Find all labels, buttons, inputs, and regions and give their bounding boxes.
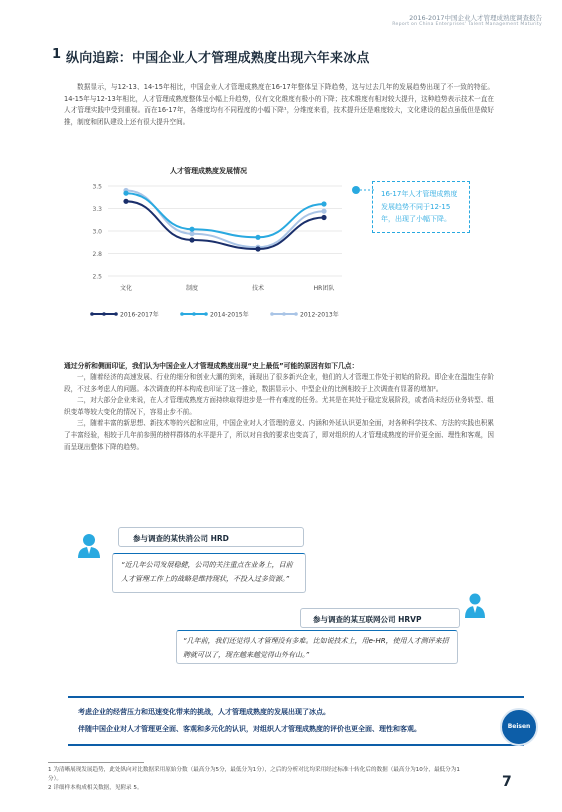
legend-marker	[114, 312, 118, 316]
section-number: 1	[52, 47, 62, 62]
legend-marker	[294, 312, 298, 316]
analysis-points	[64, 372, 494, 453]
analysis-point-2: 二，对大部分企业来说，在人才管理成熟度方面持续取得进步是一件有难度的任务。尤其是在其处于稳定发展阶段，或者尚未经历业务转型、组织变革等较大变化的情况下，容易止步不前。	[64, 396, 494, 416]
data-point	[255, 235, 260, 240]
x-tick-label: 制度	[185, 285, 199, 292]
data-point	[189, 231, 194, 236]
x-tick-label: 技术	[251, 285, 265, 292]
chart-y-ticks	[92, 184, 102, 281]
footnote-1: 1 为清晰展现发展趋势，此处纵向对比数据采用原始分数（最高分为5分，最低分为1分），之后的分析对比均采用经过标准十转化后的数据（最高分为10分，最低分为1分）。	[48, 767, 460, 782]
person-icon	[464, 592, 486, 618]
summary-line-2: 伴随中国企业对人才管理更全面、客观和多元化的认识，对组织人才管理成熟度的评价也更全面、理性和客观。	[78, 725, 421, 733]
analysis-point-3: 三，随着丰富的新思想、新技术等的兴起和应用，中国企业对人才管理的意义、内涵和外延认识更加全面，对各种科学技术、方法的实践也积累了丰富经验，相较于几年前参照的榜样群体的水平提升了，所以对自我的要求也变高了，即对组织的人才管理成熟度的评价更全面、理性和客观，因而呈现出整体下降的趋势。	[64, 419, 494, 451]
intro-paragraph	[64, 82, 494, 128]
report-header-subtitle: Report on China Enterprises' Talent Management Maturity	[392, 22, 542, 27]
series-line	[126, 191, 324, 248]
x-tick-label: HR团队	[313, 285, 335, 292]
data-point	[321, 215, 326, 220]
legend-marker	[270, 312, 274, 316]
intro-text: 数据显示，与12-13、14-15年相比，中国企业人才管理成熟度在16-17年整体呈下降趋势，这与过去几年的发展趋势出现了不一致的特征。14-15年与12-13年相比，人才管理成熟度整体呈小幅上升趋势，仅有文化维度有极小的下降；技术维度有相对较大提升，这种趋势表示技术一直在人才管理实践中受到重视。而在16-17年，各维度均有不同程度的小幅下降¹，分维度来看，技术提升还是难度较大，文化建设的起点虽低但是做好推，制度和团队建设上还有很大提升空间。	[64, 83, 494, 126]
analysis-lead: 通过分析和侧面印证，我们认为中国企业人才管理成熟度出现“史上最低”可能的原因有如下几点：	[64, 362, 359, 370]
chart-series	[123, 188, 326, 252]
quote-hrvp-heading: 参与调查的某互联网公司 HRVP	[313, 615, 422, 624]
quote-hrd-box	[112, 553, 306, 593]
y-tick-label: 2.8	[92, 251, 102, 258]
x-tick-label: 文化	[119, 285, 133, 292]
quote-hrd-text: “近几年公司发展稳健，公司的关注重点在业务上，目前人才管理工作上的战略是维持现状，不投入过多资源。”	[121, 561, 293, 583]
legend-marker	[192, 312, 196, 316]
footnote-2: 2 详细样本构成相关数据，见附录 5。	[48, 785, 143, 791]
page-number: 7	[502, 774, 512, 790]
footnote-divider	[48, 762, 144, 763]
legend-marker	[180, 312, 184, 316]
data-point	[321, 201, 326, 206]
y-tick-label: 3.0	[92, 228, 102, 236]
section-title: 纵向追踪：中国企业人才管理成熟度出现六年来冰点	[66, 51, 370, 66]
data-point	[255, 246, 260, 251]
y-tick-label: 3.5	[92, 183, 102, 191]
data-point	[189, 227, 194, 232]
legend-label: 2014-2015年	[210, 311, 249, 319]
quote-hrvp-text: “几年前，我们还觉得人才管理没有多难。比如说技术上，用e-HR，使用人才测评来招聘就可以了，现在越来越觉得山外有山。”	[183, 637, 449, 659]
data-point	[123, 191, 128, 196]
y-tick-label: 2.5	[92, 273, 102, 281]
quote-hrvp-box	[176, 630, 458, 664]
chart-legend	[90, 311, 339, 319]
legend-label: 2012-2013年	[300, 311, 339, 319]
analysis-point-1: 一，随着经济的高速发展、行业的细分和创业大潮的到来，涌现出了很多新兴企业，他们的人才管理工作处于初始的阶段。即企业在温饱生存阶段，不过多考虑人的问题。本次调查的样本构成也印证了这一推论，数据显示小、中型企业的比例相较于上次调查有显著的增加²。	[64, 373, 494, 393]
chart-x-ticks	[120, 284, 334, 292]
data-point	[123, 199, 128, 204]
quote-hrvp-heading-box	[300, 608, 460, 628]
line-chart	[80, 176, 360, 326]
brand-logo: Beisen	[500, 708, 538, 746]
legend-label: 2016-2017年	[120, 311, 159, 319]
legend-marker	[90, 312, 94, 316]
legend-marker	[102, 312, 106, 316]
quote-hrd-heading: 参与调查的某快消公司 HRD	[133, 534, 229, 543]
data-point	[189, 237, 194, 242]
chart-title: 人才管理成熟度发展情况	[170, 167, 247, 175]
chart-callout: 16-17年人才管理成熟度发展趋势不同于12-15年，出现了小幅下降。	[372, 181, 470, 233]
legend-marker	[204, 312, 208, 316]
summary-box	[68, 696, 524, 746]
y-tick-label: 3.3	[92, 206, 102, 213]
quote-hrd-heading-box	[118, 527, 304, 547]
chart-grid	[108, 186, 342, 276]
report-header-title: 2016-2017中国企业人才管理成熟度调查报告	[409, 14, 542, 22]
legend-marker	[282, 312, 286, 316]
summary-line-1: 考虑企业的经营压力和迅速变化带来的挑战，人才管理成熟度的发展出现了冰点。	[78, 708, 330, 716]
data-point	[321, 209, 326, 214]
person-icon	[76, 532, 102, 558]
